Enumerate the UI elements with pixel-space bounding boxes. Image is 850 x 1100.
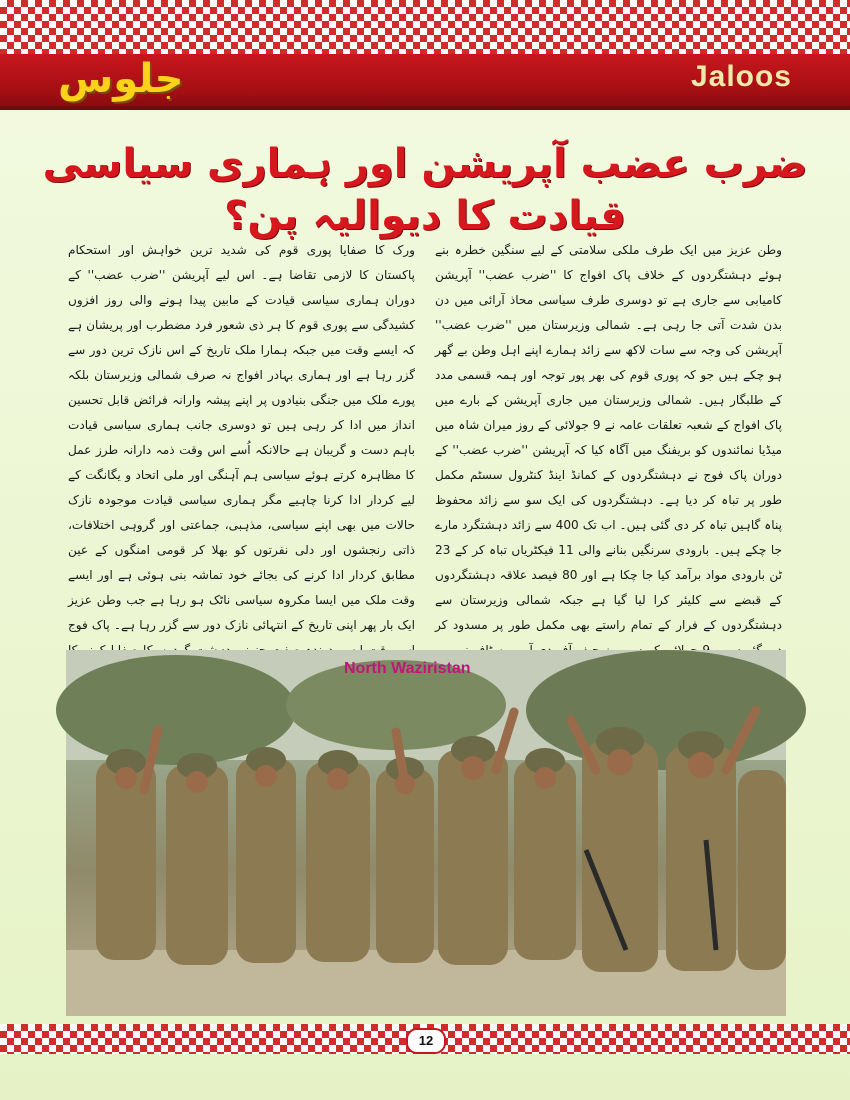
article-headline: ضرب عضب آپریشن اور ہماری سیاسی قیادت کا دیوالیہ پن؟ xyxy=(42,141,808,239)
magazine-logo-urdu: جلوس xyxy=(58,56,184,102)
article-body xyxy=(68,238,782,638)
soldiers-illustration xyxy=(66,650,786,1016)
photo-caption: North Waziristan xyxy=(344,660,471,677)
article-column-left: ورک کا صفایا پوری قوم کی شدید ترین خواہش اور استحکام پاکستان کا لازمی تقاضا ہے۔ اس لیے آپریشن ''ضرب عضب'' کے دوران ہماری سیاسی قیادت کے مابین پیدا ہونے والی روز افزوں کشیدگی سے پوری قوم کا ہر ذی شعور فرد مضطرب اور پریشان ہے کہ ایسے وقت میں جبکہ ہمارا ملک تاریخ کے اس نازک ترین دور سے گزر رہا ہے اور ہماری بہادر افواج نہ صرف شمالی وزیرستان بلکہ پورے ملک میں جنگی بنیادوں پر اپنے پیشہ وارانہ فرائض قابل تحسین انداز میں ادا کر رہی ہیں تو دوسری جانب ہماری سیاسی قیادت باہم دست و گریبان ہے حالانکہ اُسے اس وقت ذمہ دارانہ طرز عمل کا مظاہرہ کرتے ہوئے سیاسی ہم آہنگی اور ملی اتحاد و یگانگت کے لیے کردار ادا کرنا چاہیے مگر ہماری سیاسی قیادت موجودہ نازک حالات میں بھی اپنے سیاسی، مذہبی، جماعتی اور گروہی اختلافات، ذاتی رنجشوں اور دلی نفرتوں کو بھلا کر قومی امنگوں کے عین مطابق کردار ادا کرنے کی بجائے خود تماشہ بنی ہوئی ہے اور ایسے وقت ملک میں ایسا مکروہ سیاسی ناٹک ہو رہا ہے جب وطن عزیز ایک بار پھر اپنی تاریخ کے انتہائی نازک دور سے گزر رہا ہے۔ پاک فوج xyxy=(68,243,415,632)
magazine-logo-latin: Jaloos xyxy=(690,60,792,93)
page-number: 12 xyxy=(406,1028,446,1054)
soldiers-photo xyxy=(66,650,786,1016)
article-column-right: وطن عزیز میں ایک طرف ملکی سلامتی کے لیے سنگین خطرہ بنے ہوئے دہشتگردوں کے خلاف پاک افواج کا ''ضرب عضب'' آپریشن کامیابی سے جاری ہے تو دوسری طرف سیاسی محاذ آرائی میں دن بدن شدت آتی جا رہی ہے۔ شمالی وزیرستان میں ''ضرب عضب'' آپریشن کی وجہ سے سات لاکھ سے زائد ہمارے اپنے اہل وطن بے گھر ہو چکے ہیں جو کہ پوری قوم کی بھر پور توجہ اور ہمہ قسمی مدد کے طلبگار ہیں۔ شمالی وزیرستان میں جاری آپریشن کے بارے میں پاک افواج کے شعبہ تعلقات عامہ نے 9 جولائی کے روز میران شاہ میں میڈیا نمائندوں کو بریفنگ میں آگاہ کیا کہ آپریشن ''ضرب عضب'' کے دوران پاک فوج نے دہشتگردوں کے کمانڈ اینڈ کنٹرول سسٹم مکمل طور پر تباہ کر دیا ہے۔ دہشتگردوں کی ایک سو سے زائد محفوظ پناہ گاہیں تباہ کر دی گئی ہیں۔ اب تک 400 سے زائد دہشتگرد مارے جا چکے ہیں۔ بارودی سرنگیں بنانے والی 11 فیکٹریاں تباہ کر کے 23 ٹن بارودی مواد برآمد کیا جا چکا ہے اور 80 فیصد علاقہ دہشتگردوں کے قبضے سے کلیئر کرا لیا گیا ہے جبکہ شمالی وزیرستان سے دہشتگردوں کے فرار کے تمام راستے بھی مکمل طور پر مسدود کر xyxy=(435,243,782,632)
top-checker-pattern xyxy=(0,0,850,54)
